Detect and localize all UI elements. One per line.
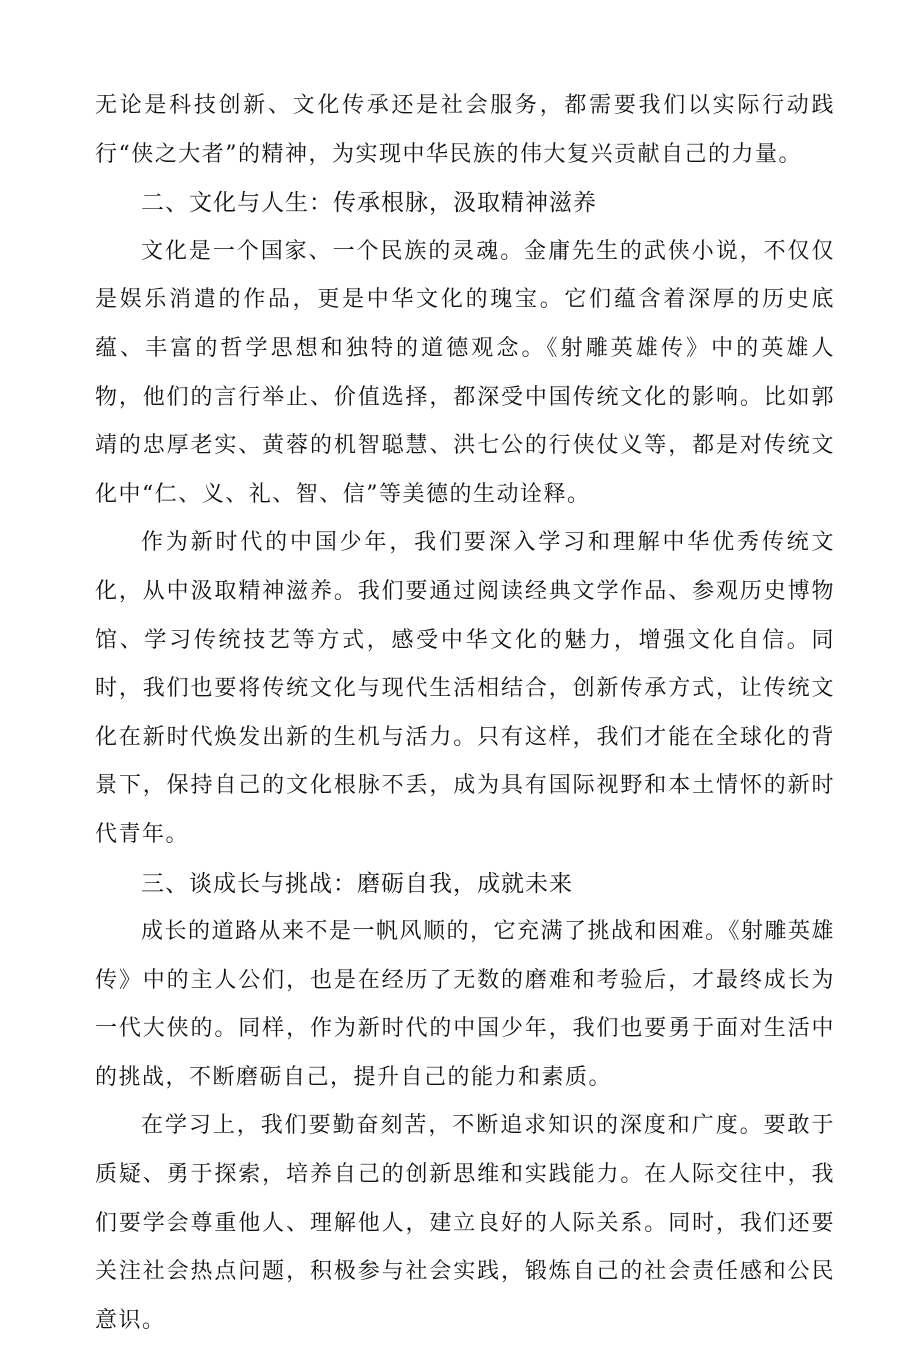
- paragraph-growth-2: 在学习上，我们要勤奋刻苦，不断追求知识的深度和广度。要敢于质疑、勇于探索，培养自己的创新思维和实践能力。在人际交往中，我们要学会尊重他人、理解他人，建立良好的人际关系。同时，我们还要关注社会热点问题，积极参与社会实践，锻炼自己的社会责任感和公民意识。: [95, 1113, 835, 1333]
- document-page: [95, 82, 835, 1345]
- paragraph-culture-2: 作为新时代的中国少年，我们要深入学习和理解中华优秀传统文化，从中汲取精神滋养。我们要通过阅读经典文学作品、参观历史博物馆、学习传统技艺等方式，感受中华文化的魅力，增强文化自信。同时，我们也要将传统文化与现代生活相结合，创新传承方式，让传统文化在新时代焕发出新的生机与活力。只有这样，我们才能在全球化的背景下，保持自己的文化根脉不丢，成为具有国际视野和本土情怀的新时代青年。: [95, 530, 835, 847]
- paragraph-continuation: 无论是科技创新、文化传承还是社会服务，都需要我们以实际行动践行“侠之大者”的精神，为实现中华民族的伟大复兴贡献自己的力量。: [95, 93, 835, 167]
- section-heading-growth: 三、谈成长与挑战：磨砺自我，成就未来: [141, 870, 573, 897]
- paragraph-culture-1: 文化是一个国家、一个民族的灵魂。金庸先生的武侠小说，不仅仅是娱乐消遣的作品，更是中华文化的瑰宝。它们蕴含着深厚的历史底蕴、丰富的哲学思想和独特的道德观念。《射雕英雄传》中的英雄人物，他们的言行举止、价值选择，都深受中国传统文化的影响。比如郭靖的忠厚老实、黄蓉的机智聪慧、洪七公的行侠仗义等，都是对传统文化中“仁、义、礼、智、信”等美德的生动诠释。: [95, 238, 835, 507]
- paragraph-growth-1: 成长的道路从来不是一帆风顺的，它充满了挑战和困难。《射雕英雄传》中的主人公们，也是在经历了无数的磨难和考验后，才最终成长为一代大侠的。同样，作为新时代的中国少年，我们也要勇于面对生活中的挑战，不断磨砺自己，提升自己的能力和素质。: [95, 919, 836, 1090]
- section-heading-culture: 二、文化与人生：传承根脉，汲取精神滋养: [141, 190, 597, 217]
